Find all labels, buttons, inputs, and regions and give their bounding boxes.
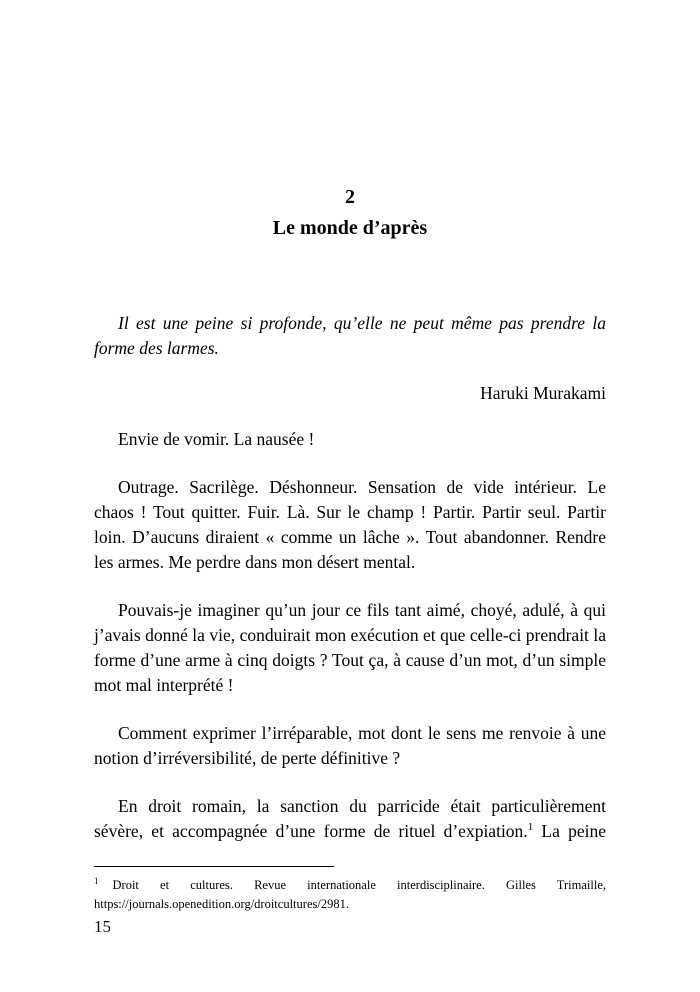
footnote	[94, 876, 606, 914]
paragraph-text: En droit romain, la sanction du parricide était particulièrement sévère, et accompagnée d’une forme de rituel d’expiation.	[94, 796, 606, 841]
chapter-title: Le monde d’après	[272, 217, 428, 239]
paragraph: Pouvais-je imaginer qu’un jour ce fils tant aimé, choyé, adulé, à qui j’avais donné la vie, conduirait mon exécution et que celle-ci prendrait la forme d’une arme à cinq doigts ? Tout ça, à cause d’un mot, d’un simple mot mal interprété !	[94, 600, 606, 695]
footnote-divider	[94, 866, 334, 867]
paragraph: Envie de vomir. La nausée !	[118, 429, 315, 449]
epigraph-author: Haruki Murakami	[480, 383, 606, 403]
paragraph: Outrage. Sacrilège. Déshonneur. Sensation de vide intérieur. Le chaos ! Tout quitter. Fuir. Là. Sur le champ ! Partir. Partir seul. Partir loin. D’aucuns diraient « comme un lâche ». Tout abandonner. Rendre les armes. Me perdre dans mon désert mental.	[94, 477, 606, 572]
epigraph-quote: Il est une peine si profonde, qu’elle ne peut même pas prendre la forme des larmes.	[94, 313, 606, 358]
chapter-number: 2	[345, 186, 355, 208]
paragraph-last	[94, 794, 606, 844]
paragraph-text-continued: La peine	[533, 821, 607, 841]
footnote-marker: 1	[94, 876, 99, 886]
paragraph: Comment exprimer l’irréparable, mot dont le sens me renvoie à une notion d’irréversibilité, de perte définitive ?	[94, 723, 606, 768]
footnote-reference[interactable]: 1	[527, 821, 534, 833]
page-number: 15	[94, 917, 111, 936]
body-text	[94, 427, 606, 844]
footnote-text: Droit et cultures. Revue internationale interdisciplinaire. Gilles Trimaille, https://journals.openedition.org/droitcultures/2981.	[94, 878, 606, 911]
